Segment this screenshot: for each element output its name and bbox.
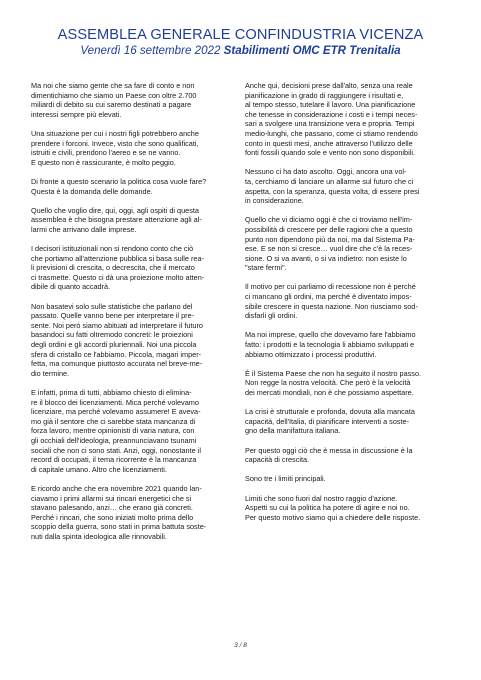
event-date: Venerdì 16 settembre 2022 (80, 44, 221, 57)
paragraph: Per questo oggi ciò che è messa in discussione è la capacità di crescita. (245, 445, 413, 465)
paragraph: E infatti, prima di tutti, abbiamo chiesto di elimina- re il blocco dei licenziamenti. Mica perché volevamo licenziare, ma perché volevamo assumere! E aveva- mo già il sentore che ci sarebbe stata mancanza di forza lavoro, mentre opinionisti di varia natura, con gli occhiali dell'ideologia, preannunciavano tsunami sociali che non ci sono stati. Anzi, oggi, nonostante il record di occupati, il tema ricorrente è la mancanza di capitale umano. Altro che licenziamenti. (31, 388, 201, 474)
paragraph: La crisi è strutturale e profonda, dovuta alla mancata capacità, dell'Italia, di pianificare interventi a soste- gno della manifattura italiana. (245, 407, 415, 436)
paragraph: Ma noi che siamo gente che sa fare di conto e non dimentichiamo che siamo un Paese con oltre 2.700 miliardi di debito su cui saremo destinati a pagare interessi sempre più elevati. (31, 81, 197, 119)
document-title: ASSEMBLEA GENERALE CONFINDUSTRIA VICENZA (57, 27, 424, 43)
paragraph: Quello che voglio dire, qui, oggi, agli ospiti di questa assemblea è che bisogna prestare attenzione agli al- larmi che arrivano dalle imprese. (31, 205, 202, 234)
paragraph: Quello che vi diciamo oggi è che ci troviamo nell'im- possibilità di crescere per delle ragioni che a questo punto non dipendono più da noi, ma dal Sistema Pa- ese. E se non si cresce… vuol dire che c'è la reces- sione. O si va avanti, o si va indietro: non esiste lo "stare fermi". (245, 215, 415, 273)
right-column (245, 81, 459, 532)
paragraph: Una situazione per cui i nostri figli potrebbero anche prendere i forconi. Invece, visto che sono qualificati, istruiti e civili, prendono l'aereo e se ne vanno. E questo non è rassicurante, è molto peggio. (31, 128, 199, 167)
paragraph: Di fronte a questo scenario la politica cosa vuole fare? Questa è la domanda delle domande. (31, 176, 207, 196)
paragraph: Sono tre i limiti principali. (245, 474, 326, 484)
paragraph: Il motivo per cui parliamo di recessione non è perché ci mancano gli ordini, ma perché è diventato impos- sibile crescere in questa nazione. Non riusciamo sod- disfarli gli ordini. (245, 282, 418, 321)
left-column (31, 81, 245, 551)
paragraph: Anche qui, decisioni prese dall'alto, senza una reale pianificazione in grado di raggiungere i risultati e, al tempo stesso, tutelare il lavoro. Una pianificazione che tenesse in considerazione i costi e i tempi neces- sari a svolgere una transizione vera e propria. Tempi medio-lunghi, che passano, come ci stiamo rendendo conto in questi mesi, anche attraverso l'utilizzo delle fonti fossili quando sole e vento non sono disponibili. (245, 81, 418, 158)
paragraph: E ricordo anche che era novembre 2021 quando lan- ciavamo i primi allarmi sui rincari energetici che si stavano palesando, anzi… che erano già concreti. Perché i rincari, che sono iniziati molto prima dello scoppio della guerra, sono stati in prima battuta soste- nuti dalla spinta ideologica alle rinnovabili. (31, 483, 207, 541)
paragraph: Ma noi imprese, quello che dovevamo fare l'abbiamo fatto: i prodotti e la tecnologia li abbiamo sviluppati e abbiamo ottimizzato i processi produttivi. (245, 330, 416, 359)
paragraph: È il Sistema Paese che non ha seguito il nostro passo. Non regge la nostra velocità. Che però è la velocità dei mercati mondiali, non è che possiamo aspettare. (245, 368, 422, 397)
document-header (0, 27, 481, 58)
paragraph: Nessuno ci ha dato ascolto. Oggi, ancora una vol- ta, cerchiamo di lanciare un allarme sul futuro che ci aspetta, con la speranza, questa volta, di essere presi in considerazione. (245, 167, 420, 206)
document-subtitle (0, 44, 481, 58)
paragraph: I decisori istituzionali non si rendono conto che ciò che portiamo all'attenzione pubblica si basa sulle rea- li previsioni di crescita, o decrescita, che il mercato ci trasmette. Questo ci dà una proiezione molto atten- dibile di quanto accadrà. (31, 244, 205, 292)
page-number: 3 / 8 (234, 642, 247, 649)
event-venue: Stabilimenti OMC ETR Trenitalia (223, 44, 401, 57)
paragraph: Limiti che sono fuori dal nostro raggio d'azione. Aspetti su cui la politica ha potere di agire e noi no. Per questo motivo siamo qui a chiedere delle risposte. (245, 493, 421, 522)
paragraph: Non basatevi solo sulle statistiche che parlano del passato. Quelle vanno bene per interpretare il pre- sente. Noi però siamo abituati ad interpretare il futuro basandoci su fatti oltremodo concreti: le proiezioni degli ordini e gli accordi pluriennali. Noi una piccola sfera di cristallo ce l'abbiamo. Piccola, magari imper- fetta, ma comunque piuttosto accurata nel breve-me- dio termine. (31, 301, 203, 378)
